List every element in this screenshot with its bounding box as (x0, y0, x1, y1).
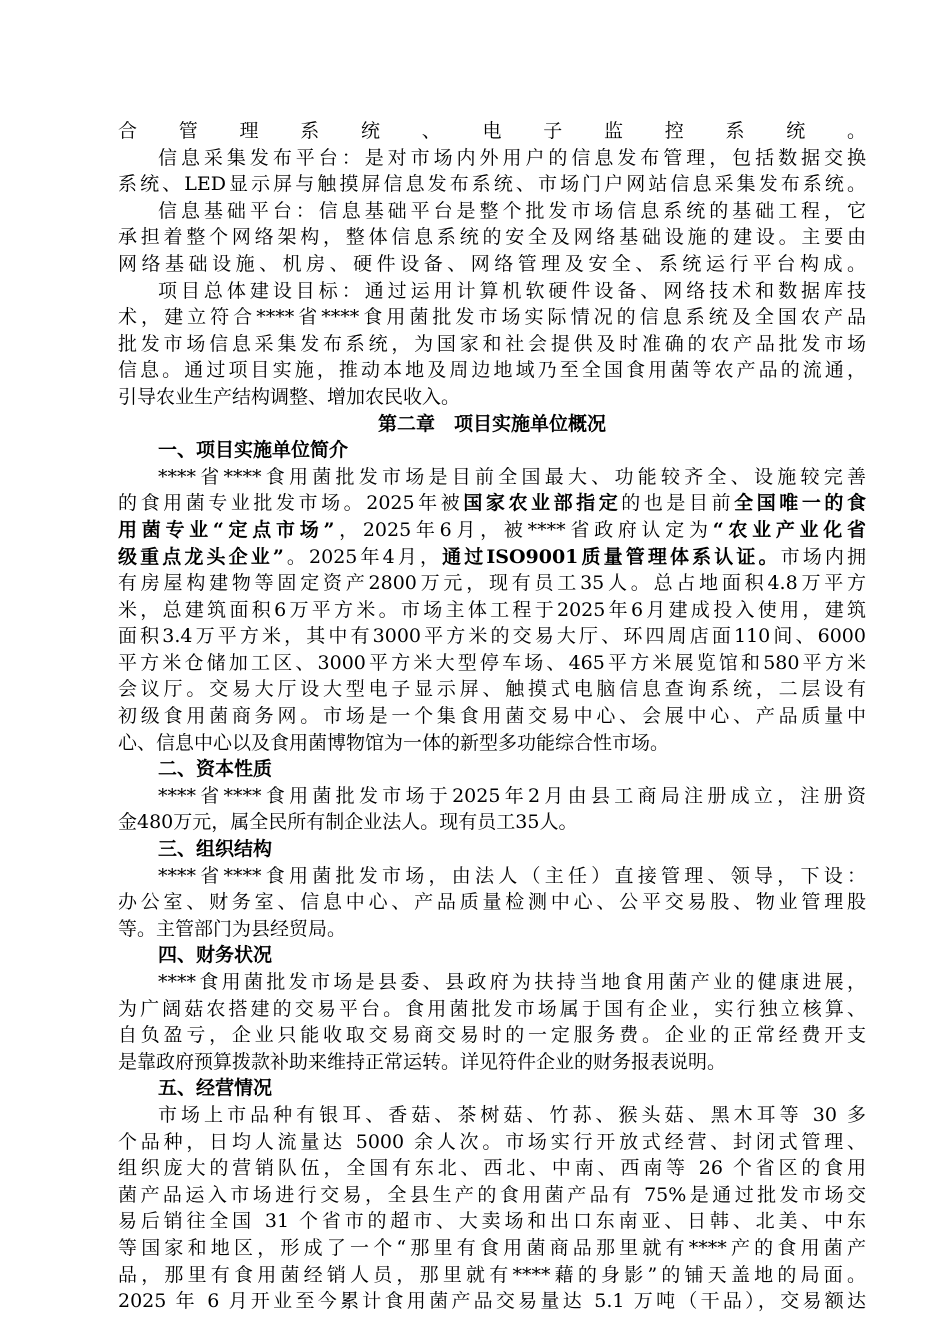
text-line: 信息。通过项目实施，推动本地及周边地域乃至全国食用菌等农产品的流通， (118, 359, 866, 382)
text-line: 有房屋构建物等固定资产2800万元，现有员工35人。总占地面积4.8万平方 (118, 572, 866, 595)
text-line (118, 544, 866, 571)
text-line: 金480万元，属全民所有制企业法人。现有员工35人。 (118, 811, 578, 834)
section-heading: 四、财务状况 (158, 944, 273, 967)
chapter-title: 第二章 项目实施单位概况 (377, 412, 606, 435)
text-line: 等。主管部门为县经贸局。 (118, 917, 347, 940)
text-line: 组织庞大的营销队伍，全国有东北、西北、中南、西南等 26 个省区的食用 (118, 1157, 866, 1180)
text-line: 批发市场信息采集发布系统，为国家和社会提供及时准确的农产品批发市场 (118, 332, 866, 355)
text-line: 等国家和地区，形成了一个“那里有食用菌商品那里就有****产的食用菌产 (118, 1236, 866, 1259)
text-line: 办公室、财务室、信息中心、产品质量检测中心、公平交易股、物业管理股 (118, 891, 866, 914)
text-line: 菌产品运入市场进行交易，全县生产的食用菌产品有 75%是通过批发市场交 (118, 1183, 866, 1206)
text-line: 合管理系统、电子监控系统。 (118, 120, 866, 142)
text-line: ****省****食用菌批发市场于2025年2月由县工商局注册成立，注册资 (158, 784, 866, 807)
bold-text-run: 级重点龙头企业” (118, 545, 284, 568)
section-heading: 五、经营情况 (158, 1077, 273, 1100)
text-line: 项目总体建设目标：通过运用计算机软硬件设备、网络技术和数据库技 (158, 279, 866, 302)
bold-text-run: 全国唯一的食 (734, 492, 866, 515)
text-line: ****省****食用菌批发市场是目前全国最大、功能较齐全、设施较完善 (158, 465, 866, 488)
bold-text-run: “农业产业化省 (712, 518, 866, 541)
text-line: 网络基础设施、机房、硬件设备、网络管理及安全、系统运行平台构成。 (118, 252, 866, 275)
section-heading: 二、资本性质 (158, 758, 273, 781)
text-run: 的也是目前 (621, 492, 735, 515)
document-page (118, 118, 866, 1315)
text-line: 面积3.4万平方米，其中有3000平方米的交易大厅、环四周店面110间、6000 (118, 625, 866, 648)
section-heading: 一、项目实施单位简介 (158, 439, 349, 462)
text-run: 市场内拥 (780, 545, 866, 568)
text-line: 品，那里有食用菌经销人员，那里就有****藉的身影”的铺天盖地的局面。 (118, 1263, 866, 1286)
text-line: 引导农业生产结构调整、增加农民收入。 (118, 385, 461, 408)
text-line: ****省****食用菌批发市场，由法人（主任）直接管理、领导，下设： (158, 864, 866, 887)
text-line (118, 490, 866, 517)
text-line: 个品种，日均人流量达 5000 余人次。市场实行开放式经营、封闭式管理、 (118, 1130, 866, 1153)
text-line: 信息基础平台：信息基础平台是整个批发市场信息系统的基础工程，它 (158, 199, 866, 222)
text-line: 市场上市品种有银耳、香菇、茶树菇、竹荪、猴头菇、黑木耳等 30 多 (158, 1103, 866, 1126)
text-line: 初级食用菌商务网。市场是一个集食用菌交易中心、会展中心、产品质量中 (118, 705, 866, 728)
text-line (118, 517, 866, 544)
bold-text-run: 用菌专业“定点市场” (118, 518, 335, 541)
text-line: 易后销往全国 31 个省市的超市、大卖场和出口东南亚、日韩、北美、中东 (118, 1210, 866, 1233)
text-line: 为广阔菇农搭建的交易平台。食用菌批发市场属于国有企业，实行独立核算、 (118, 997, 866, 1020)
section-heading: 三、组织结构 (158, 838, 273, 861)
text-run: 的食用菌专业批发市场。2025年被 (118, 492, 464, 515)
text-line: 是靠政府预算拨款补助来维持正常运转。详见符件企业的财务报表说明。 (118, 1050, 727, 1073)
text-line: 自负盈亏，企业只能收取交易商交易时的一定服务费。企业的正常经费开支 (118, 1024, 866, 1047)
bold-text-run: 通过ISO9001质量管理体系认证。 (442, 545, 781, 568)
text-line: 系统、LED显示屏与触摸屏信息发布系统、市场门户网站信息采集发布系统。 (118, 173, 866, 196)
text-line: 信息采集发布平台：是对市场内外用户的信息发布管理，包括数据交换 (158, 146, 866, 169)
bold-text-run: 国家农业部指定 (463, 492, 622, 515)
text-line: 术，建立符合****省****食用菌批发市场实际情况的信息系统及全国农产品 (118, 306, 866, 329)
text-line: 心、信息中心以及食用菌博物馆为一体的新型多功能综合性市场。 (118, 731, 670, 754)
text-line: 会议厅。交易大厅设大型电子显示屏、触摸式电脑信息查询系统，二层设有 (118, 678, 866, 701)
text-line: 2025 年 6 月开业至今累计食用菌产品交易量达 5.1 万吨（干品），交易额达 (118, 1290, 866, 1313)
text-line: 承担着整个网络架构，整体信息系统的安全及网络基础设施的建设。主要由 (118, 226, 866, 249)
text-line: ****食用菌批发市场是县委、县政府为扶持当地食用菌产业的健康进展， (158, 971, 866, 993)
text-run: ，2025年6月，被****省政府认定为 (334, 518, 713, 541)
text-run: 。2025年4月， (283, 545, 443, 568)
text-line: 米，总建筑面积6万平方米。市场主体工程于2025年6月建成投入使用，建筑 (118, 598, 866, 621)
text-line: 平方米仓储加工区、3000平方米大型停车场、465平方米展览馆和580平方米 (118, 651, 866, 674)
